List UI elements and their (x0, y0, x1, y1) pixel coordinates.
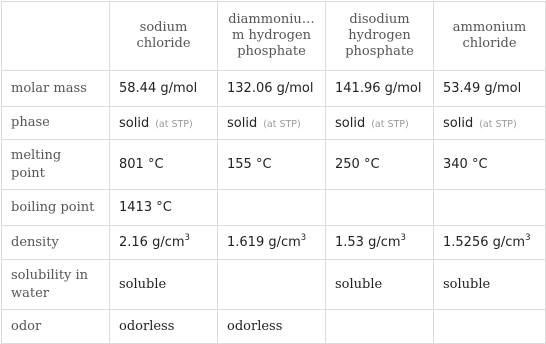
cell-value (110, 107, 218, 140)
header-row (2, 2, 546, 71)
stp-note: (at STP) (371, 118, 409, 130)
cell-value (218, 107, 326, 140)
cell-value (218, 226, 326, 260)
row-label: boiling point (2, 190, 110, 226)
cell-value: 1413 °C (110, 190, 218, 226)
row-label: odor (2, 310, 110, 344)
cell-value: odorless (218, 310, 326, 344)
column-header-diammonium-hydrogen-phosphate: diammoniu… m hydrogen phosphate (218, 2, 326, 71)
exponent: 3 (400, 232, 406, 243)
properties-table (1, 1, 546, 344)
cell-value (110, 226, 218, 260)
table-row-odor (2, 310, 546, 344)
row-label: melting point (2, 140, 110, 190)
cell-value: 155 °C (218, 140, 326, 190)
table-row-density (2, 226, 546, 260)
column-header-sodium-chloride: sodium chloride (110, 2, 218, 71)
cell-value (218, 260, 326, 310)
table-row-solubility-in-water (2, 260, 546, 310)
density-value: 2.16 g/cm (119, 235, 185, 250)
stp-note: (at STP) (479, 118, 517, 130)
cell-value: odorless (110, 310, 218, 344)
cell-value: 53.49 g/mol (434, 71, 546, 107)
stp-note: (at STP) (263, 118, 301, 130)
row-label: phase (2, 107, 110, 140)
cell-value (434, 107, 546, 140)
stp-note: (at STP) (155, 118, 193, 130)
cell-value: soluble (326, 260, 434, 310)
cell-value (326, 226, 434, 260)
cell-value: soluble (110, 260, 218, 310)
row-label: solubility in water (2, 260, 110, 310)
column-header-ammonium-chloride: ammonium chloride (434, 2, 546, 71)
column-header-disodium-hydrogen-phosphate: disodium hydrogen phosphate (326, 2, 434, 71)
density-value: 1.619 g/cm (227, 235, 301, 250)
table-row-molar-mass (2, 71, 546, 107)
cell-value (326, 190, 434, 226)
cell-value (434, 226, 546, 260)
exponent: 3 (300, 232, 307, 243)
corner-cell (2, 2, 110, 71)
cell-value: 132.06 g/mol (218, 71, 326, 107)
density-value: 1.5256 g/cm (443, 235, 526, 250)
table-row-melting-point (2, 140, 546, 190)
phase-value: solid (227, 115, 258, 131)
cell-value (326, 310, 434, 344)
row-label: molar mass (2, 71, 110, 107)
row-label: density (2, 226, 110, 260)
cell-value: 801 °C (110, 140, 218, 190)
density-value: 1.53 g/cm (335, 235, 401, 250)
phase-value: solid (443, 115, 474, 131)
cell-value (434, 190, 546, 226)
cell-value: 58.44 g/mol (110, 71, 218, 107)
cell-value: 250 °C (326, 140, 434, 190)
phase-value: solid (119, 115, 150, 131)
cell-value (434, 310, 546, 344)
table-row-boiling-point (2, 190, 546, 226)
exponent: 3 (525, 232, 531, 243)
cell-value: soluble (434, 260, 546, 310)
cell-value: 141.96 g/mol (326, 71, 434, 107)
exponent: 3 (184, 232, 190, 243)
cell-value (326, 107, 434, 140)
cell-value: 340 °C (434, 140, 546, 190)
phase-value: solid (335, 115, 366, 131)
table-row-phase (2, 107, 546, 140)
cell-value (218, 190, 326, 226)
